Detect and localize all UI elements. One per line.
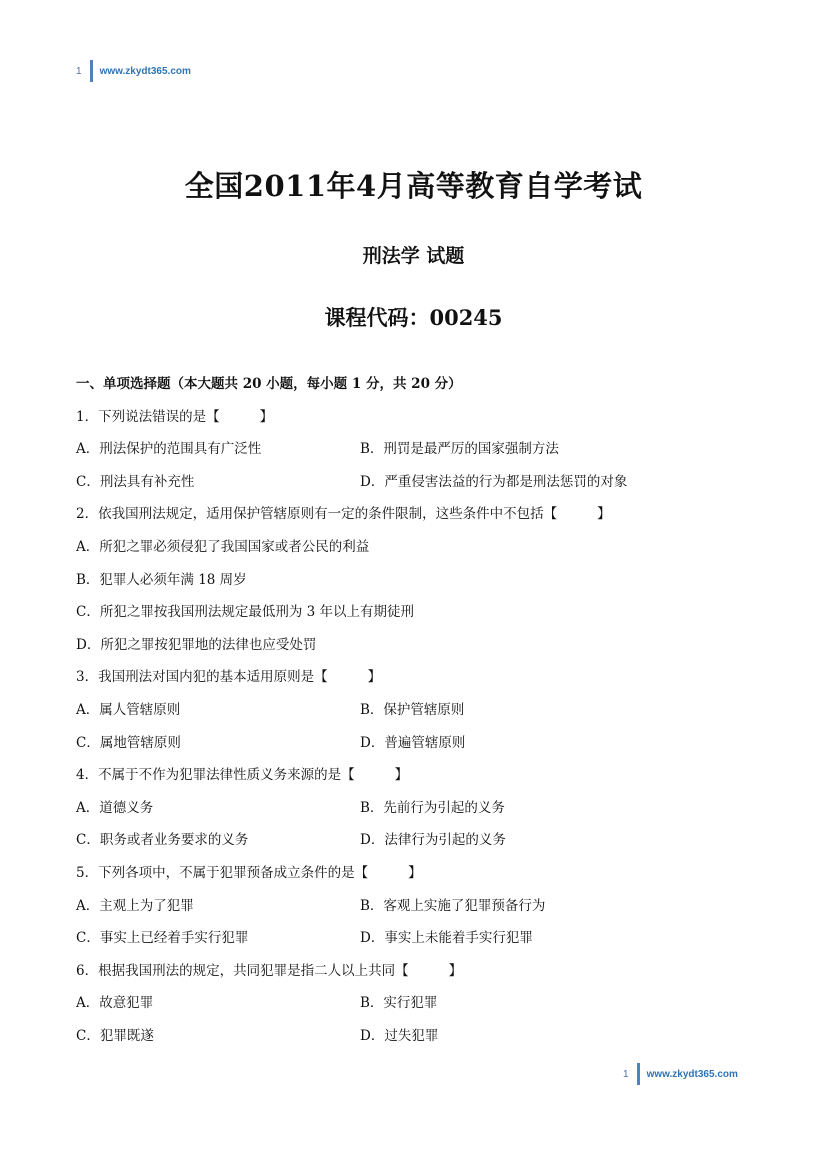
section-title: 一、单项选择题（本大题共 20 小题，每小题 1 分，共 20 分） — [76, 376, 462, 392]
option-d: D．事实上未能着手实行犯罪 — [360, 930, 533, 947]
option-row — [76, 466, 756, 499]
page-footer — [623, 1063, 738, 1085]
option-b: B．保护管辖原则 — [360, 701, 465, 718]
question-stem: 5．下列各项中，不属于犯罪预备成立条件的是【 】 — [76, 864, 422, 881]
option-b: B．刑罚是最严厉的国家强制方法 — [360, 441, 559, 458]
header-website-link[interactable]: www.zkydt365.com — [99, 65, 191, 77]
question-stem: 6．根据我国刑法的规定，共同犯罪是指二人以上共同【 】 — [76, 962, 463, 979]
option-a: A．故意犯罪 — [76, 995, 154, 1012]
option-c: C．事实上已经着手实行犯罪 — [76, 930, 249, 947]
option-row — [76, 792, 756, 825]
question-stem: 3．我国刑法对国内犯的基本适用原则是【 】 — [76, 669, 382, 686]
option-a: A．道德义务 — [76, 799, 154, 816]
option-d: D．所犯之罪按犯罪地的法律也应受处罚 — [76, 636, 317, 653]
header-divider — [90, 60, 93, 82]
option-d: D．法律行为引起的义务 — [360, 832, 506, 849]
header-page-number: 1 — [76, 65, 82, 77]
option-b: B．实行犯罪 — [360, 995, 438, 1012]
option-row — [76, 727, 756, 760]
option-d: D．严重侵害法益的行为都是刑法惩罚的对象 — [360, 473, 628, 490]
option-a: A．主观上为了犯罪 — [76, 897, 194, 914]
option-c: C．职务或者业务要求的义务 — [76, 832, 249, 849]
question-stem: 4．不属于不作为犯罪法律性质义务来源的是【 】 — [76, 767, 409, 784]
option-row — [76, 987, 756, 1020]
exam-subtitle: 刑法学 试题 — [362, 245, 465, 267]
footer-website-link[interactable]: www.zkydt365.com — [646, 1068, 738, 1080]
option-row — [76, 890, 756, 923]
option-row — [76, 824, 756, 857]
option-a: A．属人管辖原则 — [76, 701, 181, 718]
question-stem: 1．下列说法错误的是【 】 — [76, 408, 274, 425]
option-b: B．先前行为引起的义务 — [360, 799, 505, 816]
course-code: 课程代码：00245 — [324, 305, 503, 330]
option-b: B．犯罪人必须年满 18 周岁 — [76, 571, 247, 588]
option-c: C．刑法具有补充性 — [76, 473, 195, 490]
option-d: D．普遍管辖原则 — [360, 734, 466, 751]
option-c: C．属地管辖原则 — [76, 734, 181, 751]
option-row — [76, 922, 756, 955]
footer-divider — [637, 1063, 640, 1085]
exam-title: 全国2011年4月高等教育自学考试 — [184, 169, 643, 203]
question-stem: 2．依我国刑法规定，适用保护管辖原则有一定的条件限制，这些条件中不包括【 】 — [76, 506, 611, 523]
option-d: D．过失犯罪 — [360, 1027, 439, 1044]
footer-page-number: 1 — [623, 1068, 629, 1080]
page-header — [76, 60, 191, 82]
option-c: C．犯罪既遂 — [76, 1027, 154, 1044]
option-row — [76, 694, 756, 727]
option-row — [76, 433, 756, 466]
question-list — [76, 368, 756, 1052]
option-row — [76, 1020, 756, 1053]
option-a: A．刑法保护的范围具有广泛性 — [76, 441, 262, 458]
option-b: B．客观上实施了犯罪预备行为 — [360, 897, 546, 914]
option-a: A．所犯之罪必须侵犯了我国国家或者公民的利益 — [76, 538, 370, 555]
option-c: C．所犯之罪按我国刑法规定最低刑为 3 年以上有期徒刑 — [76, 604, 415, 621]
